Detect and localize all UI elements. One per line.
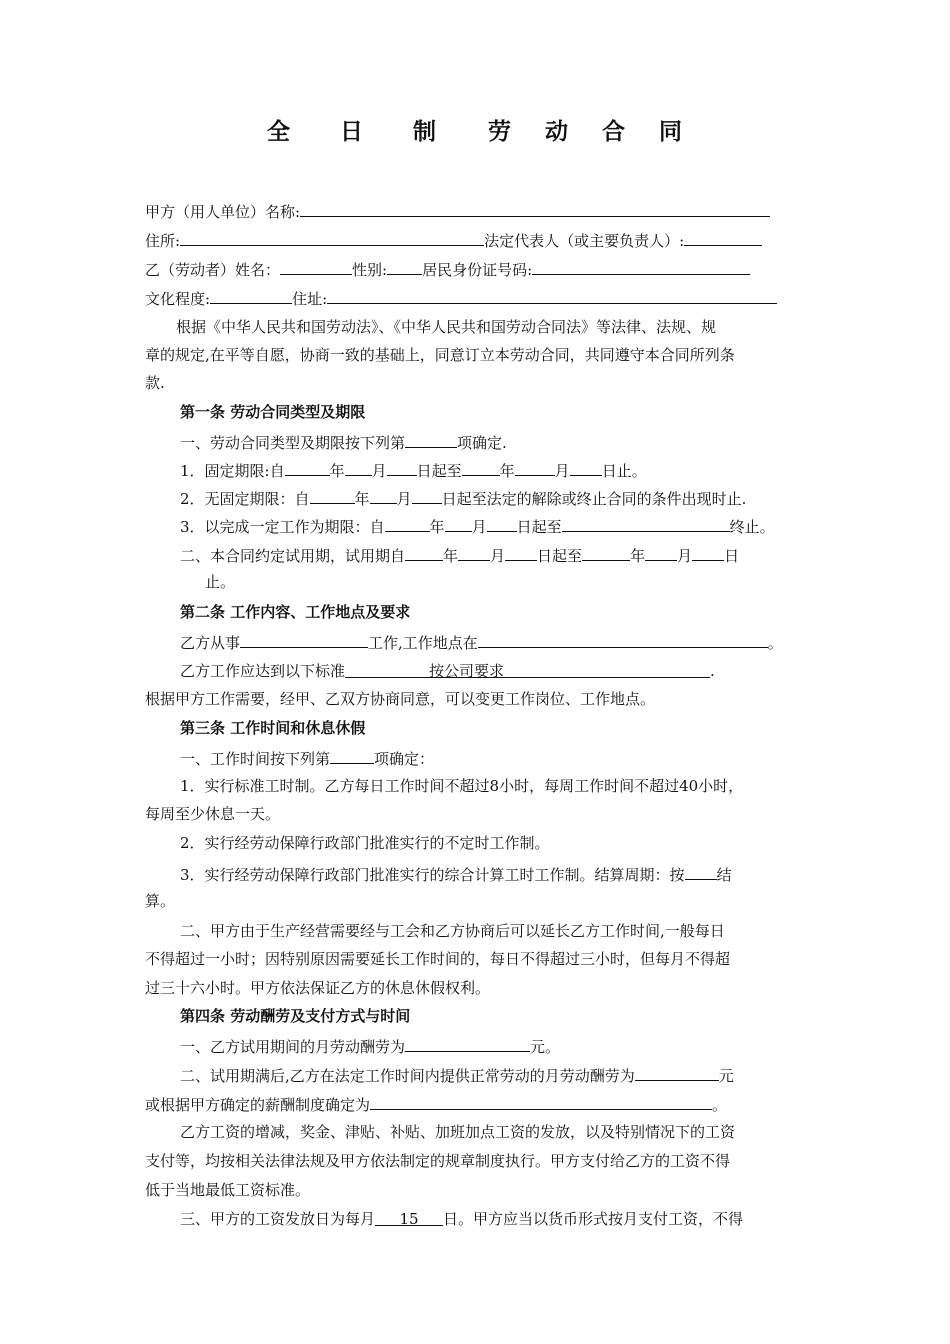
party-b-edu-row [145,286,777,310]
text: 日。甲方应当以货币形式按月支付工资，不得 [443,1210,744,1228]
art3-p4: 不得超过一小时；因特别原因需要延长工作时间的，每日不得超过三小时，但每月不得超 [145,950,731,968]
day-field[interactable] [412,486,442,504]
text: 一、乙方试用期间的月劳动酬劳为 [180,1038,406,1056]
art4-item2 [145,1092,727,1116]
title-char: 制 [412,119,437,145]
text: 月 [554,462,570,480]
text: 结 [716,866,732,884]
title-char: 动 [545,119,570,145]
party-b-address-field[interactable] [327,286,777,304]
art1-probation [180,543,739,567]
text: 或根据甲方确定的薪酬制度确定为 [145,1096,371,1114]
art3-p4: 二、甲方由于生产经营需要经与工会和乙方协商后可以延长乙方工作时间,一般每日 [180,922,725,940]
art3-p2: 2．实行经劳动保障行政部门批准实行的不定时工作制。 [180,834,550,852]
text: 工作,工作地点在 [368,634,478,652]
text: 年 [329,462,345,480]
preamble-line: 根据《中华人民共和国劳动法》、《中华人民共和国劳动合同法》等法律、法规、规 [176,318,717,336]
party-b-row [145,257,750,281]
art2-line1 [180,630,783,654]
text: 月 [471,518,487,536]
text: 。 [712,1096,728,1114]
year-field[interactable] [310,486,355,504]
text: 日止。 [601,462,647,480]
text: 月 [396,490,412,508]
day-field[interactable] [570,458,602,476]
text: 年 [499,462,515,480]
text: 2．无固定期限：自 [180,490,310,508]
text: 一、劳动合同类型及期限按下列第 [180,434,406,452]
art4-p3: 支付等，均按相关法律法规及甲方依法制定的规章制度执行。甲方支付给乙方的工资不得 [145,1152,731,1170]
preamble-line: 款. [145,374,165,392]
text: 年 [443,547,459,565]
month-field[interactable] [445,514,472,532]
day-field[interactable] [505,543,537,561]
settlement-period-field[interactable] [685,862,717,880]
year-field[interactable] [385,514,430,532]
month-field[interactable] [370,486,397,504]
art4-item1 [180,1034,560,1058]
text: 乙方工作应达到以下标准 [180,662,346,680]
party-b-name-field[interactable] [280,257,352,275]
party-a-name-field[interactable] [300,199,770,217]
month-field[interactable] [515,458,555,476]
text: 年 [354,490,370,508]
pay-day-value: 15 [399,1210,419,1228]
text: 月 [490,547,506,565]
standard-field[interactable] [345,660,710,678]
article-1-heading: 第一条 劳动合同类型及期限 [180,403,366,421]
art3-type-field[interactable] [330,746,374,764]
job-field[interactable] [240,630,368,648]
salary-field[interactable] [635,1063,719,1081]
title-char: 劳 [488,119,512,145]
title-char: 全 [266,119,291,145]
text: 终止。 [729,518,775,536]
text: 月 [677,547,693,565]
gender-label: 性别: [352,261,388,279]
education-label: 文化程度: [145,290,211,308]
party-a-name-row [145,199,770,223]
party-b-address-label: 住址: [292,290,328,308]
text: 日起至法定的解除或终止合同的条件出现时止. [441,490,747,508]
text: 二、本合同约定试用期，试用期自 [180,547,406,565]
text: 元 [718,1067,734,1085]
salary-system-field[interactable] [370,1092,712,1110]
text: 日起至 [537,547,583,565]
preamble-line: 章的规定,在平等自愿，协商一致的基础上，同意订立本劳动合同，共同遵守本合同所列条 [145,346,735,364]
art3-p3 [180,862,732,886]
title-char: 同 [659,119,684,145]
art1-task-term [180,514,775,538]
text: 元。 [530,1038,561,1056]
art3-item1 [180,746,434,770]
day-field[interactable] [692,543,724,561]
id-label: 居民身份证号码: [422,261,533,279]
probation-salary-field[interactable] [405,1034,530,1052]
month-field[interactable] [345,458,372,476]
text: 项确定： [374,750,435,768]
art4-p3: 低于当地最低工资标准。 [145,1181,311,1199]
art3-p4: 过三十六小时。甲方依法保证乙方的休息休假权利。 [145,979,491,997]
text: 3．实行经劳动保障行政部门批准实行的综合计算工时工作制。结算周期：按 [180,866,685,884]
month-field[interactable] [458,543,490,561]
pay-day-field[interactable] [375,1208,443,1226]
day-field[interactable] [387,458,417,476]
art4-item3 [180,1208,743,1230]
party-b-name-label: 乙（劳动者）姓名： [145,261,281,279]
year-field[interactable] [285,458,330,476]
education-field[interactable] [210,286,292,304]
title-char: 合 [602,119,627,145]
year-field[interactable] [582,543,630,561]
party-a-address-label: 住所: [145,232,181,250]
month-field[interactable] [645,543,677,561]
text: 一、工作时间按下列第 [180,750,331,768]
text: 月 [371,462,387,480]
art1-probation-end: 止。 [205,573,236,591]
art1-fixed-term [180,458,647,482]
year-field[interactable] [462,458,500,476]
text: 3．以完成一定工作为期限：自 [180,518,385,536]
year-field[interactable] [405,543,443,561]
text: 二、试用期满后,乙方在法定工作时间内提供正常劳动的月劳动酬劳为 [180,1067,635,1085]
end-condition-field[interactable] [562,514,730,532]
art4-item2 [180,1063,734,1087]
title-char: 日 [339,119,364,145]
text: 日起至 [416,462,462,480]
party-a-address-row [145,228,762,252]
text: . [710,662,715,680]
text: 日 [724,547,740,565]
day-field[interactable] [487,514,517,532]
text: 项确定. [457,434,507,452]
text: 三、甲方的工资发放日为每月 [180,1210,376,1228]
party-a-name-label: 甲方（用人单位）名称: [145,203,301,221]
text: 日起至 [516,518,562,536]
art1-item1 [180,430,507,454]
article-2-heading: 第二条 工作内容、工作地点及要求 [180,603,411,621]
id-field[interactable] [532,257,750,275]
art1-type-field[interactable] [405,430,457,448]
text: 年 [429,518,445,536]
text: 。 [767,634,783,652]
text: 1．固定期限:自 [180,462,285,480]
art1-open-term [180,486,746,510]
article-3-heading: 第三条 工作时间和休息休假 [180,719,366,737]
art4-p3: 乙方工资的增减，奖金、津贴、补贴、加班加点工资的发放，以及特别情况下的工资 [180,1123,736,1141]
art3-p3: 算。 [145,892,176,910]
legal-rep-field[interactable] [684,228,762,246]
art3-p1: 每周至少休息一天。 [145,805,281,823]
text: 年 [630,547,646,565]
art2-line2 [180,660,715,682]
legal-rep-label: 法定代表人（或主要负责人）: [484,232,685,250]
workplace-field[interactable] [478,630,768,648]
gender-field[interactable] [387,257,422,275]
standard-value: 按公司要求 [429,662,505,680]
art2-line3: 根据甲方工作需要，经甲、乙双方协商同意，可以变更工作岗位、工作地点。 [145,690,656,708]
text: 乙方从事 [180,634,241,652]
article-4-heading: 第四条 劳动酬劳及支付方式与时间 [180,1007,411,1025]
document-title [0,113,950,146]
art3-p1: 1．实行标准工时制。乙方每日工作时间不超过8小时，每周工作时间不超过40小时， [180,777,744,795]
party-a-address-field[interactable] [180,228,484,246]
